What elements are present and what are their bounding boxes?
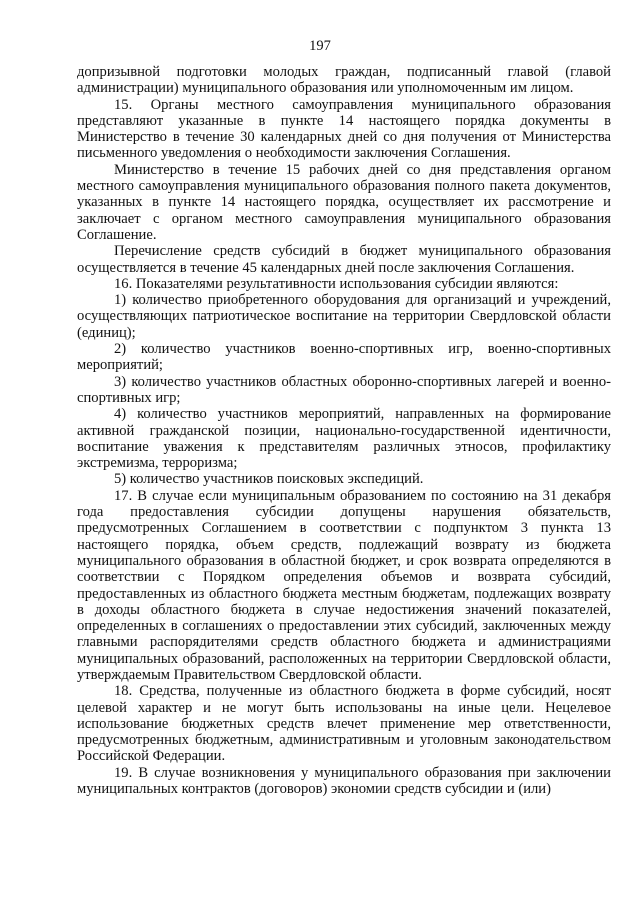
list-item-indicator-5: 5) количество участников поисковых экспедиций. [114, 471, 424, 488]
paragraph-clause-15: 15. Органы местного самоуправления муниципального образования представляют указанные в пункте 14 настоящего порядка документы в Министерство в течение 30 календарных дней со дня получения от Министерства письменного уведомления о необходимости заключения Соглашения. [77, 96, 611, 162]
list-item-indicator-2: 2) количество участников военно-спортивных игр, военно-спортивных мероприятий; [77, 341, 611, 374]
paragraph-continuation: допризывной подготовки молодых граждан, подписанный главой (главой администрации) муниципального образования или уполномоченным им лицом. [77, 64, 611, 97]
document-body [77, 64, 611, 797]
page-number: 197 [309, 38, 331, 54]
paragraph-clause-18: 18. Средства, полученные из областного бюджета в форме субсидий, носят целевой характер и не могут быть использованы на иные цели. Нецелевое использование бюджетных средств влечет применение мер ответственности, предусмотренных бюджетным, административным и уголовным законодательством Российской Федерации. [77, 683, 611, 765]
paragraph-ministry-review: Министерство в течение 15 рабочих дней со дня представления органом местного самоуправления муниципального образования полного пакета документов, указанных в пункте 14 настоящего порядка, осуществляет их рассмотрение и заключает с органом местного самоуправления муниципального образования Соглашение. [77, 161, 611, 243]
list-item-indicator-1: 1) количество приобретенного оборудования для организаций и учреждений, осуществляющих патриотическое воспитание на территории Свердловской области (единиц); [77, 292, 611, 341]
paragraph-clause-17: 17. В случае если муниципальным образованием по состоянию на 31 декабря года предоставления субсидии допущены нарушения обязательств, предусмотренных Соглашением в соответствии с подпунктом 3 пункта 13 настоящего порядка, объем средств, подлежащий возврату из бюджета муниципального образования в областной бюджет, и срок возврата определяются в соответствии с Порядком определения объемов и возврата субсидий, предоставленных из областного бюджета местным бюджетам, подлежащих возврату в доходы областного бюджета в случае недостижения значений показателей, определенных в соглашениях о предоставлении этих субсидий, заключенных между главными распорядителями средств областного бюджета и администрациями муниципальных образований, расположенных на территории Свердловской области, утверждаемым Правительством Свердловской области. [77, 487, 611, 683]
paragraph-clause-16: 16. Показателями результативности использования субсидии являются: [114, 275, 559, 292]
list-item-indicator-3: 3) количество участников областных оборонно-спортивных лагерей и военно-спортивных игр; [77, 373, 611, 406]
paragraph-clause-19: 19. В случае возникновения у муниципального образования при заключении муниципальных контрактов (договоров) экономии средств субсидии и (или) [77, 764, 611, 798]
list-item-indicator-4: 4) количество участников мероприятий, направленных на формирование активной гражданской позиции, национально-государственной идентичности, воспитание уважения к представителям различных этносов, профилактику экстремизма, терроризма; [77, 406, 611, 472]
paragraph-subsidy-transfer: Перечисление средств субсидий в бюджет муниципального образования осуществляется в течение 45 календарных дней после заключения Соглашения. [77, 243, 611, 276]
